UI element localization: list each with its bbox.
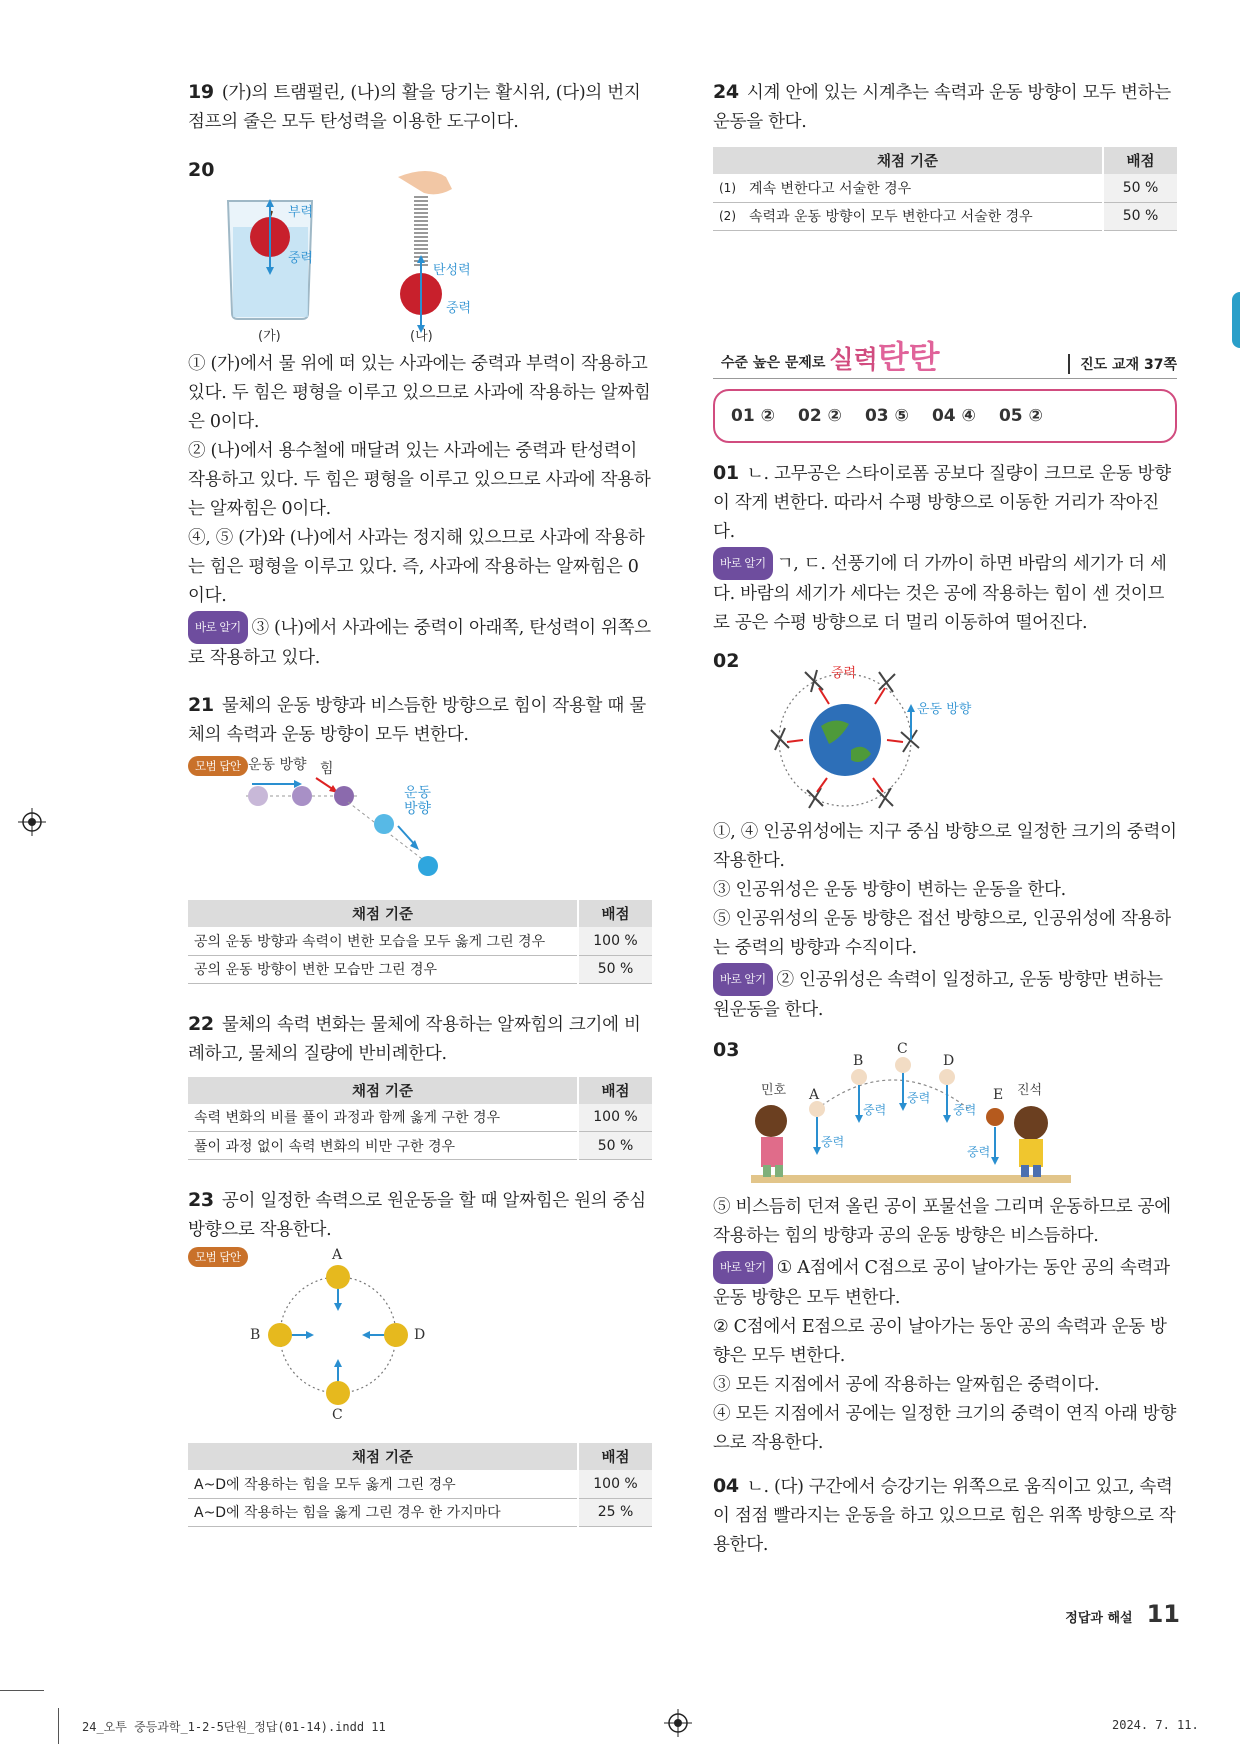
table-header: 채점 기준 bbox=[188, 1077, 578, 1104]
page-number: 11 bbox=[1146, 1600, 1180, 1628]
point-c: C bbox=[332, 1407, 343, 1423]
q23-block bbox=[188, 1186, 652, 1527]
answer-item: 05 ② bbox=[998, 405, 1043, 426]
a03-number: 03 bbox=[713, 1038, 740, 1061]
slug-file: 24_오투 중등과학_1-2-5단원_정답(01-14).indd 11 bbox=[82, 1720, 386, 1734]
q21-figure bbox=[188, 754, 652, 884]
table-cell: 50 % bbox=[578, 1132, 652, 1160]
table-cell: (1) bbox=[713, 174, 743, 202]
a03-point-a: A bbox=[809, 1086, 820, 1103]
correction-badge: 바로 알기 bbox=[713, 1251, 773, 1284]
a02-p4-block bbox=[713, 963, 1177, 1025]
gravity-label: 중력 bbox=[907, 1090, 931, 1105]
answer-item: 03 ⑤ bbox=[864, 405, 909, 426]
point-b: B bbox=[250, 1327, 261, 1343]
q21-motion-label: 운동 방향 bbox=[248, 757, 307, 773]
q20-number: 20 bbox=[188, 159, 215, 181]
elastic-label: 탄성력 bbox=[433, 263, 471, 278]
table-cell: 50 % bbox=[1103, 202, 1177, 230]
q21-criteria-table bbox=[188, 900, 652, 984]
q24-text: 시계 안에 있는 시계추는 속력과 운동 방향이 모두 변하는 운동을 한다. bbox=[713, 83, 1171, 132]
table-header: 채점 기준 bbox=[188, 900, 578, 927]
jinseok-label: 진석 bbox=[1017, 1082, 1043, 1098]
table-cell: A~D에 작용하는 힘을 모두 옳게 그린 경우 bbox=[188, 1470, 578, 1498]
a01-p2-block bbox=[713, 547, 1177, 638]
q21-block bbox=[188, 691, 652, 984]
a03-p3: ② C점에서 E점으로 공이 날아가는 동안 공의 속력과 운동 방향은 모두 변한다. bbox=[713, 1316, 1167, 1366]
table-cell: 25 % bbox=[578, 1498, 652, 1526]
q22-text: 물체의 속력 변화는 물체에 작용하는 알짜힘의 크기에 비례하고, 물체의 질량에 반비례한다. bbox=[188, 1014, 641, 1064]
q23-text: 공이 일정한 속력으로 원운동을 할 때 알짜힘은 원의 중심 방향으로 작용한다. bbox=[188, 1191, 646, 1240]
registration-mark-icon bbox=[664, 1709, 692, 1737]
model-answer-badge: 모범 답안 bbox=[188, 1247, 248, 1267]
a02-p3: ⑤ 인공위성의 운동 방향은 접선 방향으로, 인공위성에 작용하는 중력의 방향과 수직이다. bbox=[713, 908, 1171, 958]
a01-p1: ㄴ. 고무공은 스타이로폼 공보다 질량이 크므로 운동 방향이 작게 변한다. 따라서 수평 방향으로 이동한 거리가 작아진다. bbox=[713, 463, 1171, 542]
q21-text-block bbox=[188, 691, 652, 750]
q20-figure bbox=[188, 167, 652, 342]
table-cell: 50 % bbox=[578, 955, 652, 983]
a03-p4: ③ 모든 지점에서 공에 작용하는 알짜힘은 중력이다. bbox=[713, 1374, 1100, 1395]
a01-text-block bbox=[713, 459, 1177, 547]
answer-summary-box bbox=[713, 389, 1177, 443]
q21-motion2b-label: 방향 bbox=[404, 801, 432, 817]
q20-p4-block bbox=[188, 611, 652, 673]
q21-number: 21 bbox=[188, 694, 214, 716]
correction-badge: 바로 알기 bbox=[188, 611, 248, 644]
a01-p2: ㄱ, ㄷ. 선풍기에 더 가까이 하면 바람의 세기가 더 세다. 바람의 세기가 세다는 것은 공에 작용하는 힘이 센 것이므로 공은 수평 방향으로 더 멀리 이동하여 떨어진다. bbox=[713, 553, 1167, 633]
crop-mark bbox=[0, 1690, 44, 1691]
gravity-a-label: 중력 bbox=[288, 251, 314, 266]
table-cell: 100 % bbox=[578, 927, 652, 955]
q20-p2: ② (나)에서 용수철에 매달려 있는 사과에는 중력과 탄성력이 작용하고 있다. 두 힘은 평형을 이루고 있으므로 사과에 작용하는 알짜힘은 0이다. bbox=[188, 441, 651, 519]
table-row bbox=[188, 927, 652, 955]
q22-number: 22 bbox=[188, 1012, 214, 1035]
a02-motion-label: 운동 방향 bbox=[917, 701, 972, 717]
table-row bbox=[188, 955, 652, 983]
q23-text-block bbox=[188, 1186, 652, 1245]
a03-point-c: C bbox=[897, 1040, 908, 1057]
table-cell: 속력과 운동 방향이 모두 변한다고 서술한 경우 bbox=[743, 202, 1103, 230]
q24-number: 24 bbox=[713, 81, 739, 103]
correction-badge: 바로 알기 bbox=[713, 547, 773, 580]
q24-criteria-table bbox=[713, 147, 1177, 231]
table-cell: 풀이 과정 없이 속력 변화의 비만 구한 경우 bbox=[188, 1132, 578, 1160]
table-header: 채점 기준 bbox=[713, 147, 1103, 174]
table-header: 배점 bbox=[578, 900, 652, 927]
table-cell: 50 % bbox=[1103, 174, 1177, 202]
table-header: 배점 bbox=[1103, 147, 1177, 174]
a03-p1: ⑤ 비스듬히 던져 올린 공이 포물선을 그리며 운동하므로 공에 작용하는 힘의 방향과 공의 운동 방향은 비스듬하다. bbox=[713, 1196, 1171, 1246]
a01-block bbox=[713, 459, 1177, 638]
a03-p5: ④ 모든 지점에서 공에는 일정한 크기의 중력이 연직 아래 방향으로 작용한다. bbox=[713, 1403, 1177, 1453]
table-row bbox=[188, 1132, 652, 1160]
answer-item: 01 ② bbox=[731, 405, 775, 426]
q20-diagram bbox=[188, 167, 652, 342]
q23-criteria-table bbox=[188, 1443, 652, 1527]
q19-block bbox=[188, 78, 652, 137]
registration-mark-icon bbox=[18, 808, 46, 836]
table-header: 배점 bbox=[578, 1077, 652, 1104]
a02-figure bbox=[713, 662, 1177, 812]
side-tab bbox=[1232, 292, 1240, 348]
section-title-b: 탄탄 bbox=[877, 337, 940, 376]
table-row bbox=[188, 1104, 652, 1132]
table-cell: 속력 변화의 비를 풀이 과정과 함께 옳게 구한 경우 bbox=[188, 1104, 578, 1132]
a03-block bbox=[713, 1039, 1177, 1458]
caption-a: (가) bbox=[258, 329, 281, 344]
q24-text-block bbox=[713, 78, 1177, 137]
a02-number: 02 bbox=[713, 649, 740, 672]
slug-date: 2024. 7. 11. bbox=[1112, 1718, 1199, 1732]
gravity-b-label: 중력 bbox=[446, 301, 472, 316]
section-ref: 진도 교재 37쪽 bbox=[1068, 354, 1177, 374]
q20-p1: ① (가)에서 물 위에 떠 있는 사과에는 중력과 부력이 작용하고 있다. 두 힘은 평형을 이루고 있으므로 사과에 작용하는 알짜힘은 0이다. bbox=[188, 354, 651, 432]
section-title-a: 실력 bbox=[829, 344, 878, 374]
answer-item: 04 ④ bbox=[931, 405, 976, 426]
q21-text: 물체의 운동 방향과 비스듬한 방향으로 힘이 작용할 때 물체의 속력과 운동 방향이 모두 변한다. bbox=[188, 696, 646, 745]
q23-number: 23 bbox=[188, 1189, 214, 1211]
gravity-label: 중력 bbox=[821, 1134, 845, 1149]
model-answer-badge: 모범 답안 bbox=[188, 756, 248, 776]
a04-p1: ㄴ. (다) 구간에서 승강기는 위쪽으로 움직이고 있고, 속력이 점점 빨라지는 운동을 하고 있으므로 힘은 위쪽 방향으로 작용한다. bbox=[713, 1476, 1176, 1555]
section-header bbox=[713, 339, 1177, 443]
a02-p2: ③ 인공위성은 운동 방향이 변하는 운동을 한다. bbox=[713, 879, 1066, 900]
table-cell: A~D에 작용하는 힘을 옳게 그린 경우 한 가지마다 bbox=[188, 1498, 578, 1526]
a03-point-e: E bbox=[993, 1086, 1004, 1103]
section-prefix: 수준 높은 문제로 bbox=[721, 354, 826, 371]
a02-gravity-label: 중력 bbox=[831, 665, 857, 681]
table-cell: (2) bbox=[713, 202, 743, 230]
a02-diagram bbox=[713, 662, 1177, 812]
footer-section-label: 정답과 해설 bbox=[1065, 1611, 1133, 1626]
q22-criteria-table bbox=[188, 1077, 652, 1161]
a01-number: 01 bbox=[713, 461, 739, 484]
correction-badge: 바로 알기 bbox=[713, 963, 773, 996]
buoyancy-label: 부력 bbox=[288, 205, 314, 220]
table-header: 배점 bbox=[578, 1443, 652, 1470]
table-cell: 100 % bbox=[578, 1104, 652, 1132]
table-cell: 100 % bbox=[578, 1470, 652, 1498]
a04-text-block bbox=[713, 1472, 1177, 1560]
q21-motion2a-label: 운동 bbox=[404, 785, 432, 801]
point-d: D bbox=[414, 1327, 426, 1343]
a03-point-b: B bbox=[853, 1052, 864, 1069]
gravity-label: 중력 bbox=[953, 1102, 977, 1117]
table-row bbox=[188, 1470, 652, 1498]
q23-figure bbox=[188, 1247, 652, 1427]
a03-figure bbox=[713, 1040, 1177, 1187]
table-header: 채점 기준 bbox=[188, 1443, 578, 1470]
gravity-label: 중력 bbox=[863, 1102, 887, 1117]
table-cell: 공의 운동 방향과 속력이 변한 모습을 모두 옳게 그린 경우 bbox=[188, 927, 578, 955]
q20-block bbox=[188, 159, 652, 673]
q24-block bbox=[713, 78, 1177, 231]
q22-text-block bbox=[188, 1010, 652, 1069]
q22-block bbox=[188, 1010, 652, 1161]
minho-label: 민호 bbox=[761, 1082, 787, 1098]
q19-number: 19 bbox=[188, 81, 214, 103]
q20-p3: ④, ⑤ (가)와 (나)에서 사과는 정지해 있으므로 사과에 작용하는 힘은 평형을 이루고 있다. 즉, 사과에 작용하는 알짜힘은 0이다. bbox=[188, 528, 645, 606]
q20-p4: ③ (나)에서 사과에는 중력이 아래쪽, 탄성력이 위쪽으로 작용하고 있다. bbox=[188, 618, 651, 668]
a03-p2: ① A점에서 C점으로 공이 날아가는 동안 공의 속력과 운동 방향은 모두 변한다. bbox=[713, 1257, 1170, 1308]
a02-p4: ② 인공위성은 속력이 일정하고, 운동 방향만 변하는 원운동을 한다. bbox=[713, 969, 1163, 1020]
table-row bbox=[713, 174, 1177, 202]
gravity-label: 중력 bbox=[967, 1144, 991, 1159]
left-column bbox=[188, 78, 652, 1527]
a02-p1: ①, ④ 인공위성에는 지구 중심 방향으로 일정한 크기의 중력이 작용한다. bbox=[713, 821, 1177, 871]
a03-p2-block bbox=[713, 1251, 1177, 1313]
page-footer bbox=[1065, 1600, 1180, 1628]
q21-force-label: 힘 bbox=[320, 761, 334, 777]
right-column bbox=[713, 78, 1177, 1560]
crop-mark bbox=[58, 1708, 59, 1744]
table-cell: 계속 변한다고 서술한 경우 bbox=[743, 174, 1103, 202]
a03-point-d: D bbox=[943, 1052, 955, 1069]
a02-block bbox=[713, 650, 1177, 1025]
caption-b: (나) bbox=[410, 329, 433, 344]
table-row bbox=[188, 1498, 652, 1526]
answer-item: 02 ② bbox=[797, 405, 842, 426]
a04-block bbox=[713, 1472, 1177, 1560]
q19-text: (가)의 트램펄린, (나)의 활을 당기는 활시위, (다)의 번지점프의 줄은 모두 탄성력을 이용한 도구이다. bbox=[188, 83, 641, 132]
table-cell: 공의 운동 방향이 변한 모습만 그린 경우 bbox=[188, 955, 578, 983]
table-row bbox=[713, 202, 1177, 230]
a04-number: 04 bbox=[713, 1474, 739, 1497]
point-a: A bbox=[332, 1247, 343, 1263]
